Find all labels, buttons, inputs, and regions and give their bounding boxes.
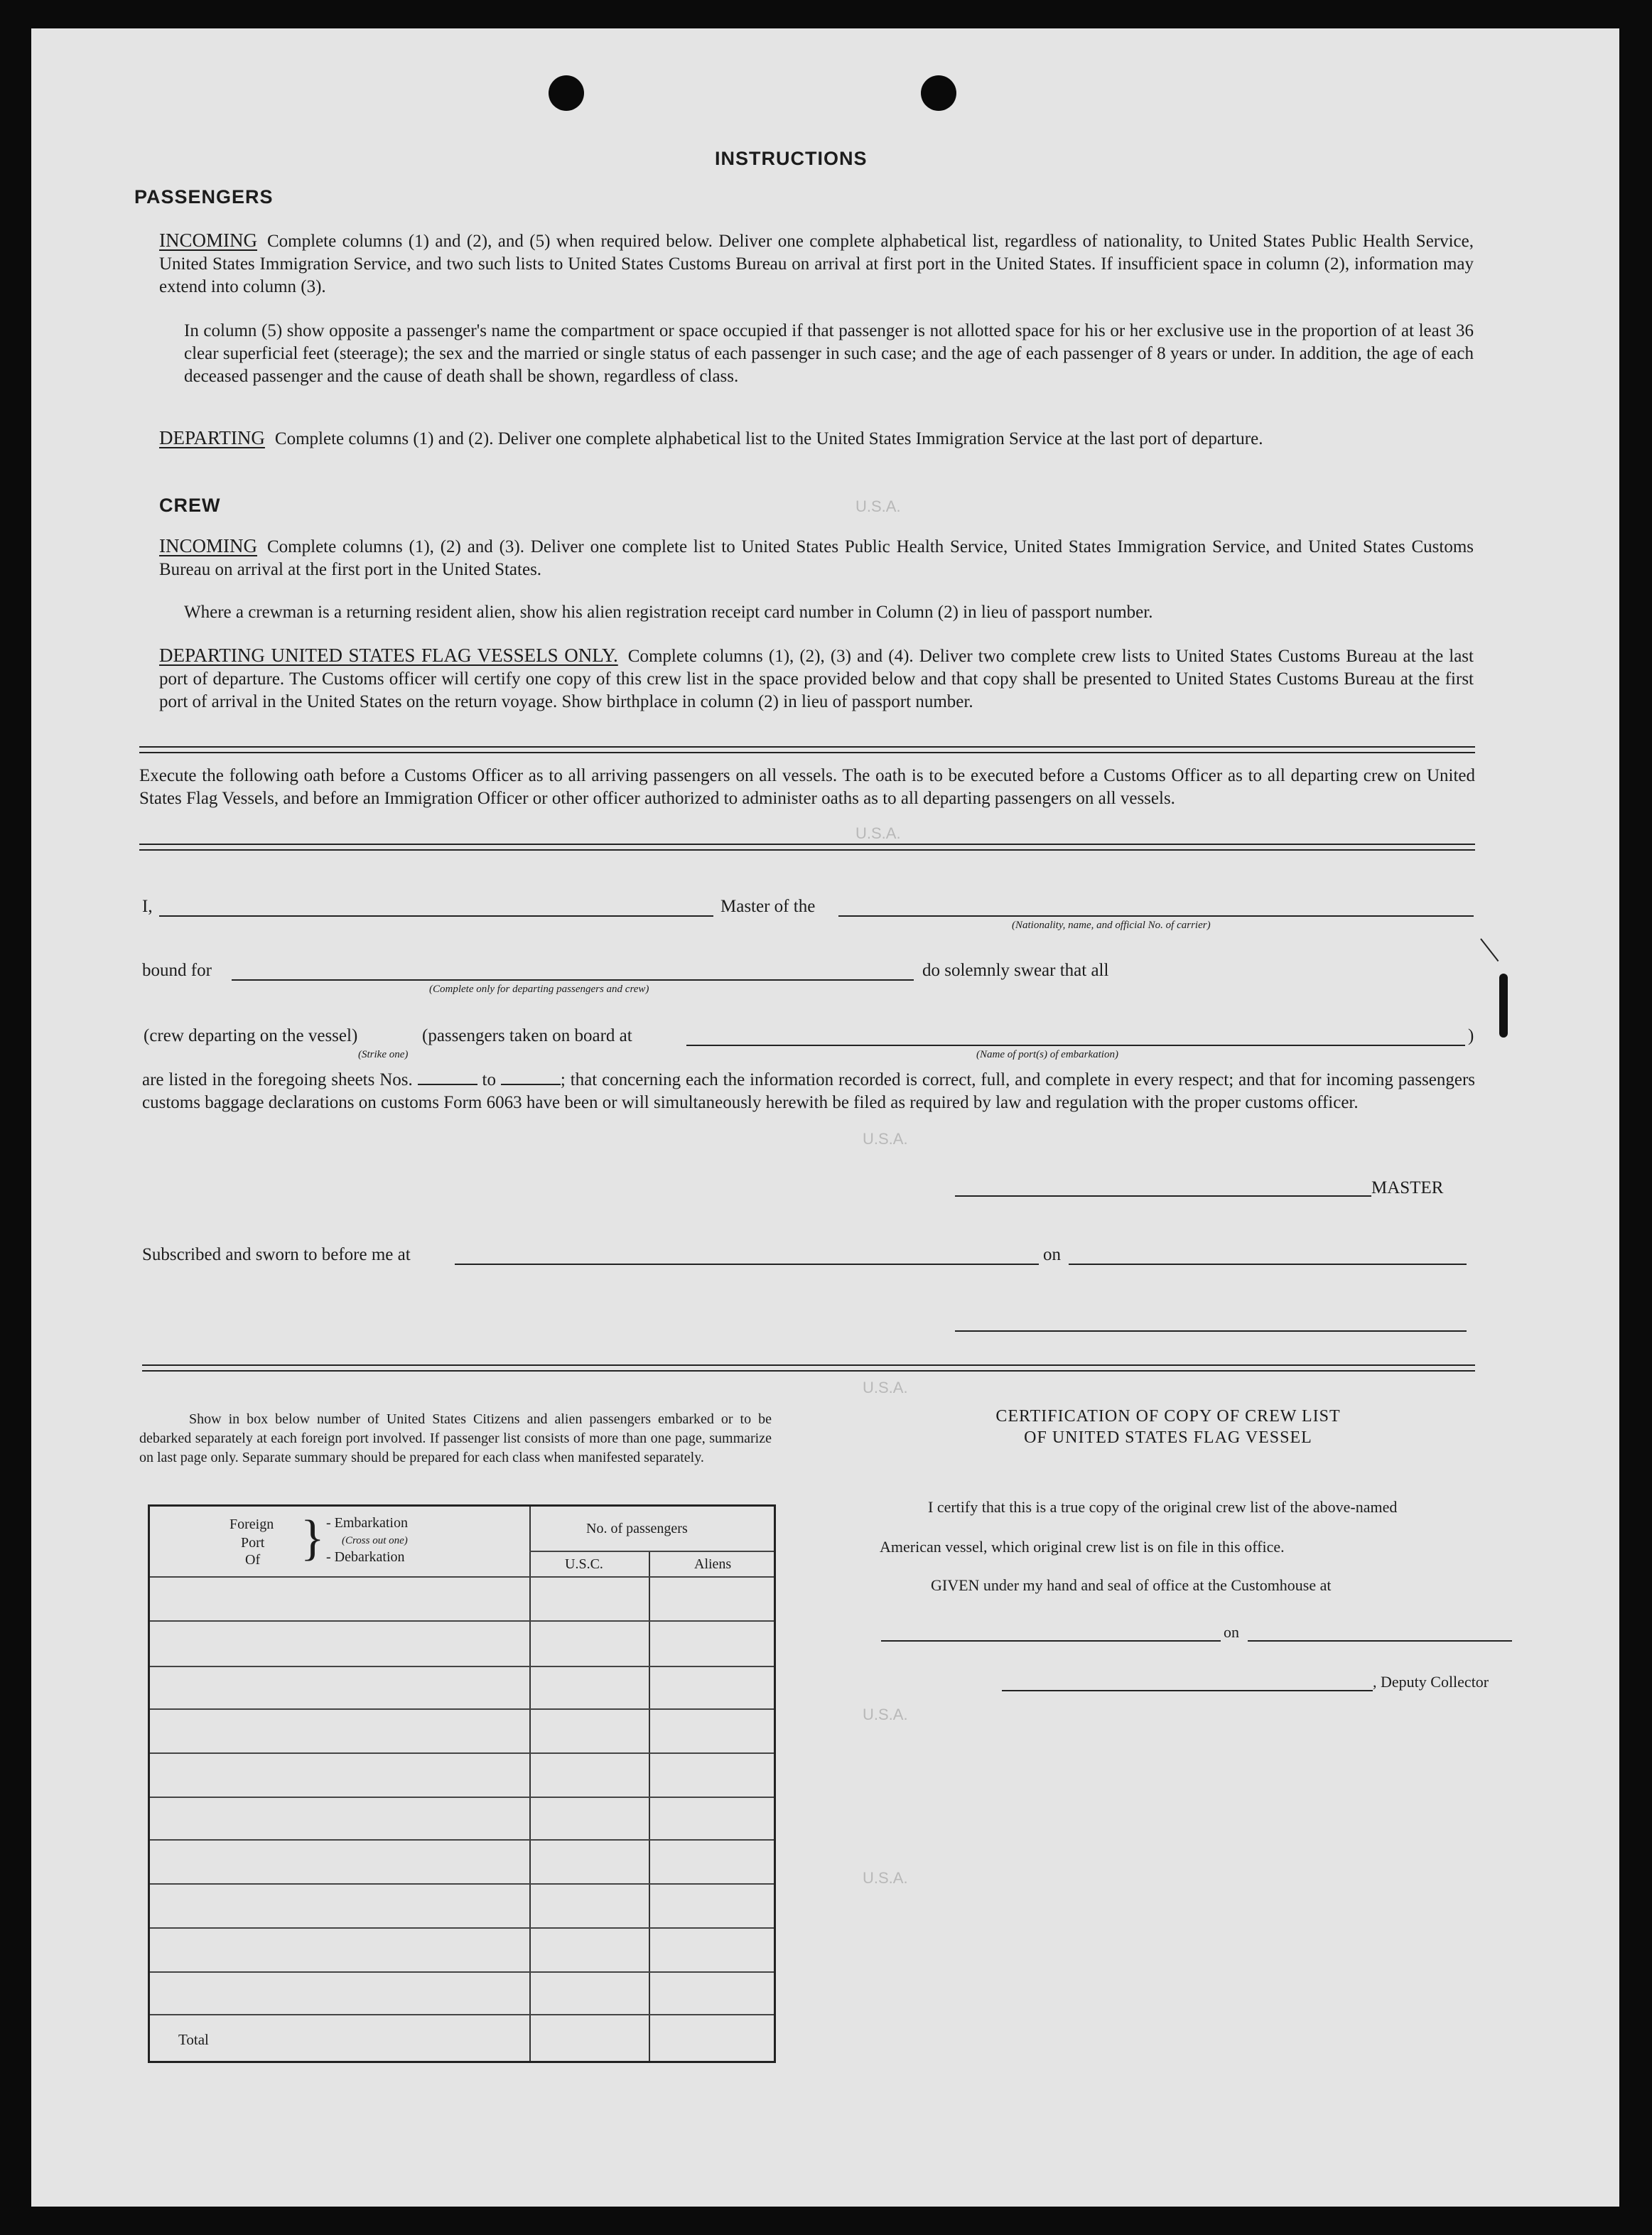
table-row-line <box>150 1620 774 1622</box>
strike-one-note: (Strike one) <box>358 1049 409 1060</box>
bound-for-field[interactable] <box>232 979 914 981</box>
officer-signature-field[interactable] <box>955 1330 1467 1332</box>
col-foreign: Foreign <box>230 1517 274 1532</box>
deputy-signature-field[interactable] <box>1002 1690 1373 1691</box>
col-divider-aliens <box>649 1551 650 2061</box>
table-row-line <box>150 2014 774 2015</box>
table-row-line <box>150 1883 774 1885</box>
deputy-collector-label: , Deputy Collector <box>1373 1673 1489 1691</box>
divider-lower <box>142 1364 1475 1372</box>
oath-close-paren: ) <box>1468 1026 1474 1045</box>
cert-line-2: American vessel, which original crew list is on file in this office. <box>880 1538 1285 1556</box>
no-passengers-header: No. of passengers <box>586 1521 688 1536</box>
oath-listed-block <box>142 1069 1475 1114</box>
table-row-line <box>150 1797 774 1798</box>
oath-listed-a: are listed in the foregoing sheets Nos. <box>142 1070 413 1089</box>
oath-listed-b: ; that concerning each the information recorded is correct, full, and complete in every respect; and that for incoming passengers customs baggage declarations on customs Form 6063 have been or will simultaneously herewith be filed as required by law and regulation with the proper customs officer. <box>142 1070 1476 1112</box>
cert-date-field[interactable] <box>1248 1640 1512 1642</box>
summary-note: Show in box below number of United States Citizens and alien passengers embarked or to be debarked separately at each foreign port involved. If passenger list consists of more than one page, summarize on last page only. Separate summary should be prepared for each class when manifested separately. <box>139 1411 772 1465</box>
bleed-usa-3: U.S.A. <box>863 1130 908 1148</box>
crew-departing-us-lead: DEPARTING UNITED STATES FLAG VESSELS ONLY. <box>159 645 618 666</box>
oath-listed-to: to <box>482 1070 496 1089</box>
punch-hole-right <box>921 75 956 111</box>
crew-incoming-block <box>159 534 1474 581</box>
table-row-line <box>150 1666 774 1667</box>
header-subdivider <box>529 1551 774 1552</box>
edge-mark <box>1499 974 1508 1038</box>
page-title: INSTRUCTIONS <box>715 148 868 169</box>
brace-icon: } <box>301 1511 325 1566</box>
master-signature-field[interactable] <box>955 1195 1371 1197</box>
aliens-header: Aliens <box>694 1556 732 1572</box>
sheet-to-field[interactable] <box>501 1071 561 1085</box>
embarkation-label: - Embarkation <box>326 1515 408 1531</box>
table-row-line <box>150 1971 774 1973</box>
passengers-column5-block: In column (5) show opposite a passenger's name the compartment or space occupied if that passenger is not allotted space for his or her exclusive use in the proportion of at least 36 clear superficial feet (steerage); the sex and the married or single status of each passenger in such case; and the age of each passenger of 8 years or under. In addition, the age of each deceased passenger and the cause of death shall be shown, regardless of class. <box>184 321 1474 386</box>
crew-alien-note: Where a crewman is a returning resident alien, show his alien registration receipt card number in Column (2) in lieu of passport number. <box>184 603 1153 622</box>
cert-place-field[interactable] <box>881 1640 1221 1642</box>
usc-header: U.S.C. <box>565 1556 603 1572</box>
passengers-departing-block <box>159 426 1474 451</box>
oath-passengers-taken[interactable]: (passengers taken on board at <box>422 1026 632 1045</box>
punch-hole-left <box>549 75 584 111</box>
cross-out-note: (Cross out one) <box>342 1535 408 1546</box>
cert-on-label: on <box>1224 1623 1239 1641</box>
col-port: Port <box>241 1535 265 1551</box>
oath-intro: Execute the following oath before a Customs Officer as to all arriving passengers on all vessels. The oath is to be executed before a Customs Officer as to all departing crew on United States Flag Vessels, and before an Immigration Officer or other officer authorized to administer oaths as to all departing passengers on all vessels. <box>139 766 1475 808</box>
embarkation-ports-field[interactable] <box>686 1045 1465 1046</box>
sheet-from-field[interactable] <box>418 1071 477 1085</box>
col-divider-usc <box>529 1507 531 2061</box>
oath-master-of: Master of the <box>720 897 816 916</box>
bleed-usa-1: U.S.A. <box>855 497 901 515</box>
divider-oath <box>139 844 1475 851</box>
cert-heading-1: CERTIFICATION OF COPY OF CREW LIST <box>995 1407 1341 1426</box>
header-bottom-line <box>150 1576 774 1578</box>
divider-instructions <box>139 746 1475 753</box>
subscribed-place-field[interactable] <box>455 1264 1039 1265</box>
nationality-note: (Nationality, name, and official No. of carrier) <box>1012 920 1211 931</box>
col-of: Of <box>245 1552 261 1568</box>
bleed-usa-2: U.S.A. <box>855 824 901 842</box>
subscribed-date-field[interactable] <box>1069 1264 1467 1265</box>
bleed-usa-4: U.S.A. <box>863 1379 908 1396</box>
cert-given: GIVEN under my hand and seal of office at the Customhouse at <box>931 1576 1332 1594</box>
crew-heading: CREW <box>159 495 221 516</box>
passengers-departing-lead: DEPARTING <box>159 427 265 448</box>
debarkation-label: - Debarkation <box>326 1549 405 1565</box>
total-label: Total <box>178 2031 209 2048</box>
oath-i-label: I, <box>142 897 153 916</box>
subscribed-label: Subscribed and sworn to before me at <box>142 1245 411 1264</box>
cert-line-1: I certify that this is a true copy of the original crew list of the above-named <box>928 1498 1398 1516</box>
cert-heading-2: OF UNITED STATES FLAG VESSEL <box>1024 1428 1312 1447</box>
bleed-usa-5: U.S.A. <box>863 1706 908 1723</box>
oath-crew-departing[interactable]: (crew departing on the vessel) <box>144 1026 358 1045</box>
oath-solemnly: do solemnly swear that all <box>922 961 1109 980</box>
table-row-line <box>150 1839 774 1841</box>
master-name-field[interactable] <box>159 915 713 917</box>
passenger-summary-table <box>148 1504 776 2063</box>
table-row-line <box>150 1927 774 1929</box>
passengers-incoming-lead: INCOMING <box>159 230 257 251</box>
crew-incoming-text: Complete columns (1), (2) and (3). Deliver one complete list to United States Public Health Service, United States Immigration Service, and United States Customs Bureau on arrival at the first port in the United States. <box>159 537 1474 579</box>
table-row-line <box>150 1752 774 1754</box>
passengers-incoming-text: Complete columns (1) and (2), and (5) when required below. Deliver one complete alphabetical list, regardless of nationality, to United States Public Health Service, United States Immigration Service, and two such lists to United States Customs Bureau on arrival at first port in the United States. If insufficient space in column (2), information may extend into column (3). <box>159 232 1474 296</box>
crew-departing-us-text: Complete columns (1), (2), (3) and (4). Deliver two complete crew lists to United States Customs Bureau at the last port of departure. The Customs officer will certify one copy of this crew list in the space provided below and that copy shall be presented to United States Customs Bureau at the first port of arrival in the United States on the return voyage. Show birthplace in column (2) in lieu of passport number. <box>159 647 1474 711</box>
master-label: MASTER <box>1371 1178 1444 1197</box>
table-row-line <box>150 1708 774 1710</box>
passengers-departing-text: Complete columns (1) and (2). Deliver one complete alphabetical list to the United States Immigration Service at the last port of departure. <box>274 429 1263 448</box>
bleed-usa-6: U.S.A. <box>863 1869 908 1887</box>
ports-note: (Name of port(s) of embarkation) <box>976 1049 1118 1060</box>
passengers-incoming-block <box>159 229 1474 298</box>
subscribed-on-label: on <box>1043 1245 1061 1264</box>
form-page <box>31 28 1619 2207</box>
crew-departing-us-block <box>159 644 1474 713</box>
carrier-field[interactable] <box>838 915 1474 917</box>
passengers-heading: PASSENGERS <box>134 186 274 208</box>
crew-incoming-lead: INCOMING <box>159 535 257 556</box>
bleed-through-marks <box>855 497 1495 2132</box>
departing-note: (Complete only for departing passengers and crew) <box>429 984 649 995</box>
oath-bound-for: bound for <box>142 961 212 980</box>
